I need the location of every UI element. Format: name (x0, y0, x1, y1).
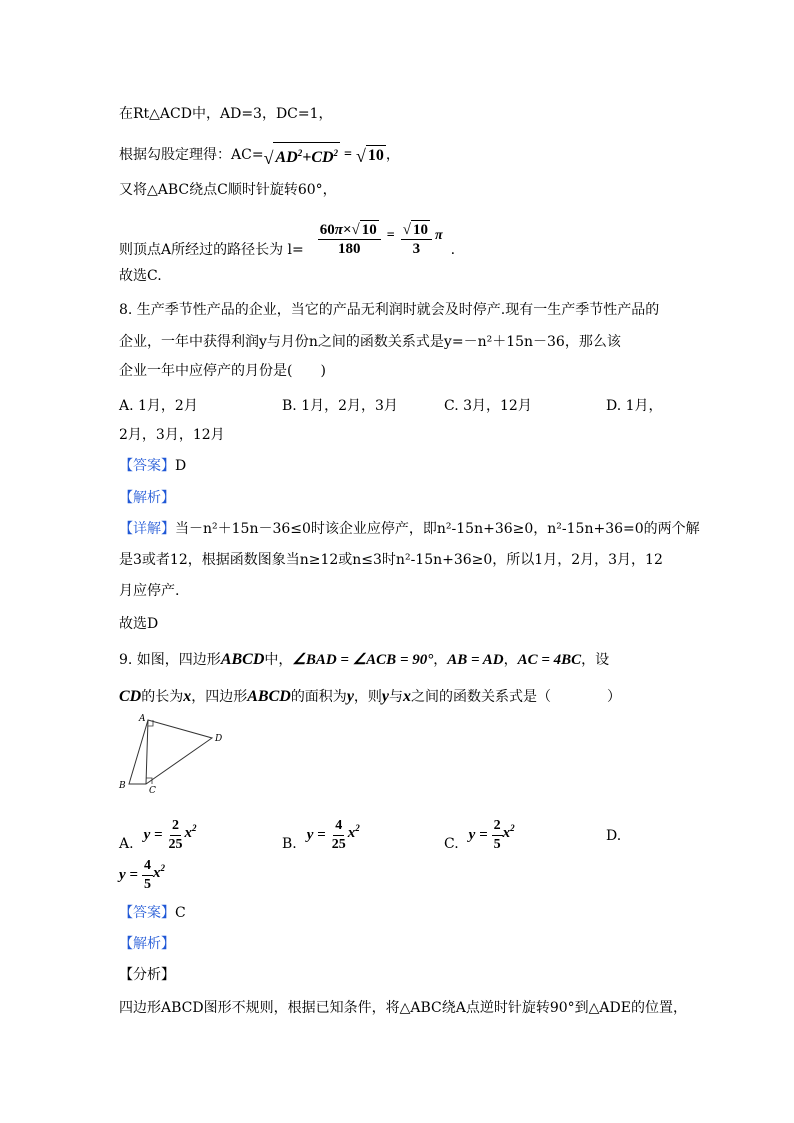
intro-line-2-prefix: 根据勾股定理得：AC= (119, 147, 264, 163)
q8-analysis-tag: 【解析】 (119, 490, 175, 506)
label-d: D (215, 734, 223, 744)
q8-option-a: A. 1月，2月 (119, 398, 198, 414)
q9-option-d: y = $\frac{4}{5}$ $x^2$ (119, 858, 165, 892)
label-a: A (139, 714, 146, 724)
diagonal-ac (146, 720, 148, 784)
q8-detail-3: 月应停产. (119, 583, 180, 599)
sqrt-ad-cd: √ $AD^2+CD^2$ (264, 142, 340, 168)
q9-option-b: B. y = $\frac{4}{25}$ $x^2$ (282, 818, 360, 852)
q8-stem-2: 企业，一年中获得利润y与月份n之间的函数关系式是y=－n²＋15n－36，那么该 (119, 334, 621, 350)
quadrilateral-figure (112, 708, 232, 798)
arc-length-fraction: 60π× √ 10 180 (318, 220, 381, 258)
q9-option-c: C. y = $\frac{2}{5}$ $x^2$ (444, 818, 515, 852)
q8-stem-1: 8. 生产季节性产品的企业，当它的产品无利润时就会及时停产.现有一生产季节性产品的 (119, 302, 660, 318)
q8-final: 故选D (119, 616, 159, 632)
q9-analysis-tag: 【解析】 (119, 936, 175, 952)
q8-detail-1: 【详解】当－n²＋15n－36≤0时该企业应停产，即n²-15n+36≥0，n²-15n+36=0的两个解 (119, 521, 700, 537)
intro-line-4: 则顶点A所经过的路径长为 l= 60π× √ 10 180 = √ 10 3 π . (119, 222, 456, 258)
q8-option-d: D. 1月， (606, 398, 663, 414)
quadrilateral-outline (129, 720, 212, 784)
q9-stem-2: CD的长为x，四边形ABCD的面积为y，则y与x之间的函数关系式是（ ） (119, 688, 622, 705)
label-c: C (149, 786, 156, 796)
q9-stem-1: 9. 如图，四边形ABCD中，∠BAD = ∠ACB = 90°，AB = AD，AC = 4BC，设 (119, 651, 610, 668)
answer-tag: 【答案】 (119, 905, 175, 921)
intro-line-5: 故选C. (119, 268, 162, 284)
q8-answer: 【答案】D (119, 458, 187, 474)
answer-tag: 【答案】 (119, 458, 175, 474)
q9-fenxi: 四边形ABCD图形不规则，根据已知条件，将△ABC绕A点逆时针旋转90°到△ADE的位置， (119, 1000, 687, 1016)
arc-length-result: √ 10 3 (401, 220, 432, 258)
q9-answer: 【答案】C (119, 905, 186, 921)
q9-option-a: A. y = $\frac{2}{25}$ $x^2$ (119, 818, 197, 852)
q8-option-c: C. 3月，12月 (444, 398, 532, 414)
q8-detail-2: 是3或者12，根据函数图象当n≥12或n≤3时n²-15n+36≥0，所以1月，2月，3月，12 (119, 552, 663, 568)
q9-fenxi-tag: 【分析】 (119, 967, 175, 983)
intro-line-1: 在Rt△ACD中，AD=3，DC=1， (119, 106, 333, 122)
intro-line-3: 又将△ABC绕点C顺时针旋转60°， (119, 182, 337, 198)
q9-option-d-letter: D. (606, 828, 622, 844)
label-b: B (119, 781, 126, 791)
q8-stem-3: 企业一年中应停产的月份是( ) (119, 363, 326, 379)
sqrt-10: √ 10 (356, 145, 384, 166)
q8-option-d-cont: 2月，3月，12月 (119, 427, 225, 443)
intro-line-2: 根据勾股定理得：AC= √ $AD^2+CD^2$ = √ 10 ， (119, 140, 400, 170)
q8-option-b: B. 1月，2月，3月 (282, 398, 398, 414)
